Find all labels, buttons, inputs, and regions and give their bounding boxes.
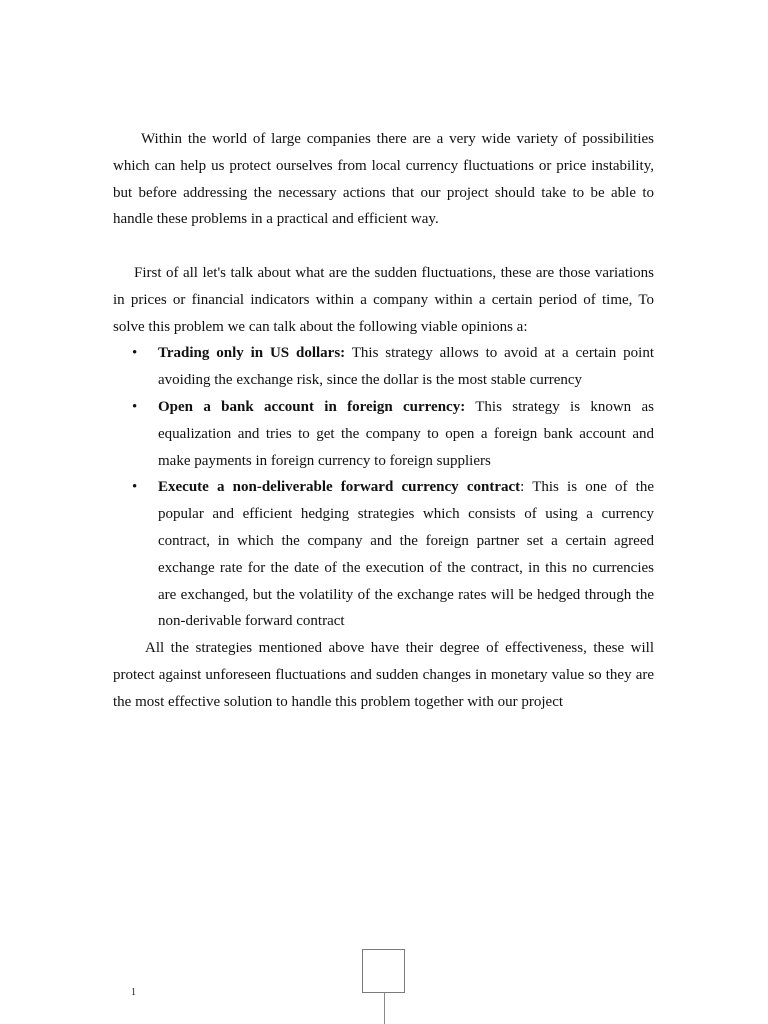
page-box-connector — [384, 993, 385, 1024]
list-item — [113, 474, 654, 635]
bullet-icon: • — [132, 398, 138, 415]
list-item-heading: Trading only in US dollars: — [158, 345, 346, 362]
strategy-list — [113, 340, 654, 635]
bullet-icon: • — [132, 345, 138, 362]
list-item-text: This strategy is known as equalization and tries to get the company to open a foreign bank account and make payments in foreign currency to foreign suppliers — [158, 398, 654, 469]
list-item-text: : This is one of the popular and efficient hedging strategies which consists of using a currency contract, in which the company and the foreign partner set a certain agreed exchange rate for the date of the execution of the contract, in this no currencies are exchanged, but the volatility of the exchange rates will be hedged through the non-derivable forward contract — [158, 479, 655, 630]
intro-paragraph: Within the world of large companies there are a very wide variety of possibilities which can help us protect ourselves from local currency fluctuations or price instability, but before addressing the necessary actions that our project should take to be able to handle these problems in a practical and efficient way. — [113, 131, 654, 228]
page-number-box — [362, 949, 405, 993]
list-item-heading: Open a bank account in foreign currency: — [158, 398, 466, 415]
list-item — [113, 394, 654, 474]
list-item — [113, 340, 654, 394]
document-body — [113, 126, 654, 716]
list-item-text: This strategy allows to avoid at a certain point avoiding the exchange risk, since the dollar is the most stable currency — [158, 345, 654, 389]
conclusion-paragraph: All the strategies mentioned above have their degree of effectiveness, these will protect against unforeseen fluctuations and sudden changes in monetary value so they are the most effective solution to handle this problem together with our project — [113, 640, 654, 710]
bullet-icon: • — [132, 479, 138, 496]
list-item-heading: Execute a non-deliverable forward currency contract — [158, 479, 521, 496]
footnote-number: 1 — [131, 987, 136, 998]
fluctuations-paragraph: First of all let's talk about what are the sudden fluctuations, these are those variations in prices or financial indicators within a company within a certain period of time, To solve this problem we can talk about the following viable opinions a: — [113, 264, 654, 335]
